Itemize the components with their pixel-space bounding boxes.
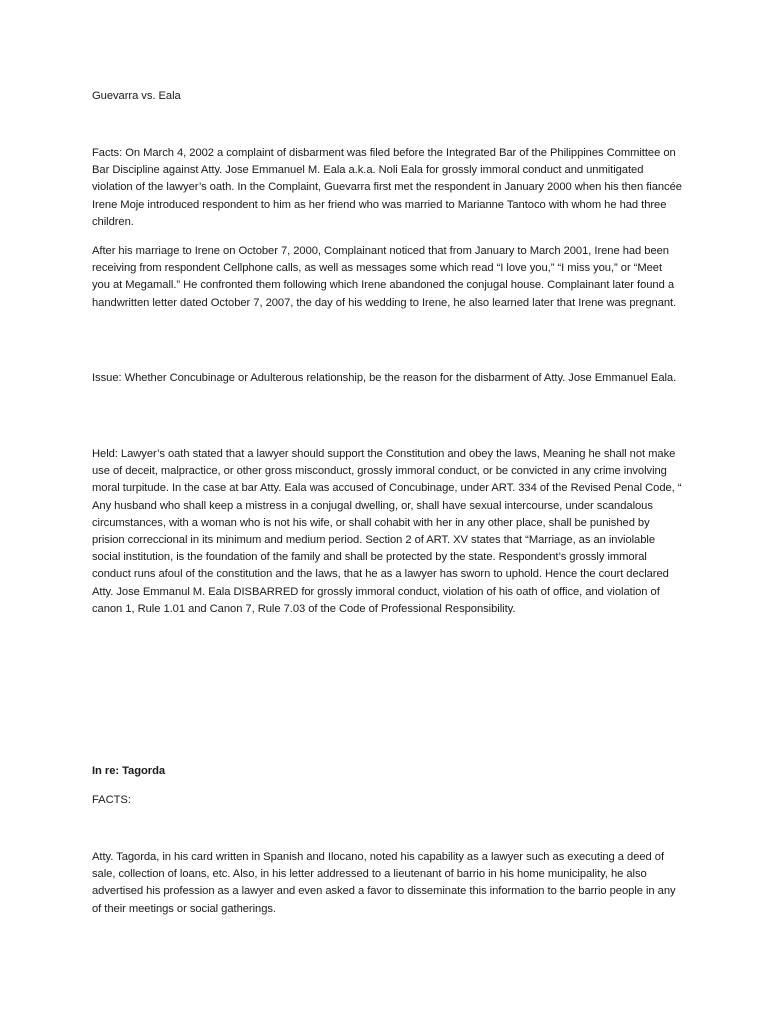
facts-continued-paragraph: After his marriage to Irene on October 7, 2000, Complainant noticed that from January to March 2001, Irene had been receiving from respondent Cellphone calls, as well as messages some which read “I love you,” “I miss you,” or “Meet you at Megamall.” He confronted them following which Irene abandoned the conjugal house. Complainant later found a handwritten letter dated October 7, 2007, the day of his wedding to Irene, he also learned later that Irene was pregnant. [92, 245, 677, 309]
facts-label: FACTS: [92, 794, 131, 806]
case-title-guevarra: Guevarra vs. Eala [92, 90, 181, 102]
held-paragraph: Held: Lawyer’s oath stated that a lawyer should support the Constitution and obey the laws, Meaning he shall not make use of deceit, malpractice, or other gross misconduct, grossly immoral conduct, or be convicted in any crime involving moral turpitude. In the case at bar Atty. Eala was accused of Concubinage, under ART. 334 of the Revised Penal Code, “ Any husband who shall keep a mistress in a conjugal dwelling, or, shall have sexual intercourse, under scandalous circumstances, with a woman who is not his wife, or shall cohabit with her in any other place, shall be punished by prision correccional in its minimum and medium period. Section 2 of ART. XV states that “Marriage, as an inviolable social institution, is the foundation of the family and shall be protected by the state. Respondent’s grossly immoral conduct runs afoul of the constitution and the laws, that he as a lawyer has sworn to uphold. Hence the court declared Atty. Jose Emmanul M. Eala DISBARRED for grossly immoral conduct, violation of his oath of office, and violation of canon 1, Rule 1.01 and Canon 7, Rule 7.03 of the Code of Professional Responsibility. [92, 448, 682, 615]
tagorda-facts-paragraph: Atty. Tagorda, in his card written in Spanish and Ilocano, noted his capability as a lawyer such as executing a deed of sale, collection of loans, etc. Also, in his letter addressed to a lieutenant of barrio in his home municipality, he also advertised his profession as a lawyer and even asked a favor to disseminate this information to the barrio people in any of their meetings or social gatherings. [92, 851, 676, 915]
facts-paragraph: Facts: On March 4, 2002 a complaint of disbarment was filed before the Integrated Bar of the Philippines Committee on Bar Discipline against Atty. Jose Emmanuel M. Eala a.k.a. Noli Eala for grossly immoral conduct and unmitigated violation of the lawyer’s oath. In the Complaint, Guevarra first met the respondent in January 2000 when his then fiancée Irene Moje introduced respondent to him as her friend who was married to Marianne Tantoco with whom he had three children. [92, 147, 682, 228]
case-title-tagorda: In re: Tagorda [92, 765, 166, 777]
issue-paragraph: Issue: Whether Concubinage or Adulterous relationship, be the reason for the disbarment of Atty. Jose Emmanuel Eala. [92, 372, 677, 384]
